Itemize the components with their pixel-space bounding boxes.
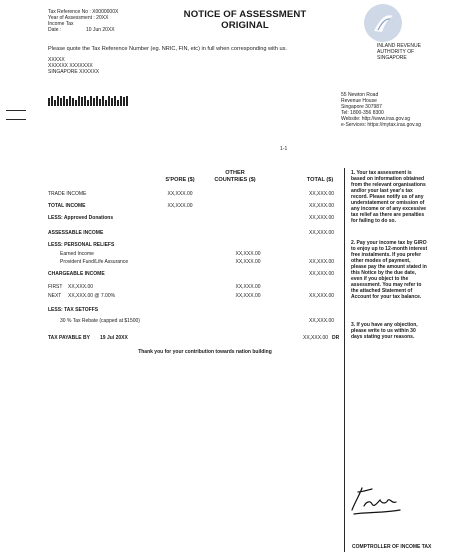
first-band-other: XX,XXX.00 — [235, 284, 261, 290]
provident-fund-other: XX,XXX.00 — [235, 259, 261, 265]
note-2-line: even if you object to the — [351, 276, 409, 282]
address-line-3: SINGAPORE XXXXXX — [48, 69, 100, 75]
next-band-other: XX,XXX.00 — [235, 293, 261, 299]
trade-income-total: XX,XXX.00 — [308, 191, 334, 197]
first-band-amount: XX,XXX.00 — [68, 284, 94, 290]
note-2-line: free instalments. If you prefer — [351, 252, 422, 258]
tax-payable-label: TAX PAYABLE BY — [48, 335, 90, 341]
notice-title: NOTICE OF ASSESSMENT — [183, 9, 307, 20]
first-band-label: FIRST — [48, 284, 63, 290]
approved-donations-total: XX,XXX.00 — [308, 215, 334, 221]
note-2 — [351, 240, 427, 300]
approved-donations-label: LESS: Approved Donations — [48, 215, 114, 221]
address-line-1: XXXXX — [48, 57, 65, 63]
date-value: 10 Jun 20XX — [86, 27, 115, 33]
column-header-total: TOTAL ($) — [306, 177, 334, 183]
personal-reliefs-label: LESS: PERSONAL RELIEFS — [48, 242, 115, 248]
note-1-line: record. Please notify us of any — [351, 194, 424, 200]
total-income-label: TOTAL INCOME — [48, 203, 86, 209]
note-1-line: understatement or omission of — [351, 200, 425, 206]
thank-you-note: Thank you for your contribution towards nation building — [138, 349, 272, 355]
iras-logo-icon — [364, 4, 402, 42]
fold-mark-bottom — [6, 119, 26, 120]
earned-income-label: Earned Income — [60, 251, 94, 257]
iras-address-line-2: Revenue House — [341, 98, 377, 104]
note-3-line: 3. If you have any objection, — [351, 322, 418, 328]
note-3-line: please write to us within 30 — [351, 328, 416, 334]
column-header-other-2: COUNTRIES ($) — [214, 177, 256, 183]
assessable-income-total: XX,XXX.00 — [308, 230, 334, 236]
notice-subtitle: ORIGINAL — [221, 20, 269, 31]
note-1-line: any income or of any excessive — [351, 206, 427, 212]
tax-setoffs-label: LESS: TAX SETOFFS — [48, 307, 99, 313]
note-1-line: for failing to do so. — [351, 218, 396, 224]
assessable-income-label: ASSESSABLE INCOME — [48, 230, 104, 236]
iras-address-line-1: 55 Newton Road — [341, 92, 379, 98]
address-line-2: XXXXXX XXXXXXX — [48, 63, 93, 69]
iras-website: Website: http://www.iras.gov.sg — [341, 116, 411, 122]
iras-eservices: e-Services: https://mytax.iras.gov.sg — [341, 122, 421, 128]
authority-line-1: INLAND REVENUE — [377, 43, 421, 49]
next-band-total: XX,XXX.00 — [308, 293, 334, 299]
note-1 — [351, 170, 426, 224]
note-1-line: and/or your last year's tax — [351, 188, 413, 194]
iras-address-line-4: Tel: 1800-356 8300 — [341, 110, 384, 116]
note-1-line: tax relief as there are penalties — [351, 212, 425, 218]
provident-fund-total: XX,XXX.00 — [308, 259, 334, 265]
tax-payable-date: 19 Jul 20XX — [100, 335, 128, 341]
total-income-total: XX,XXX.00 — [308, 203, 334, 209]
date-label: Date : — [48, 27, 62, 33]
note-2-line: 2. Pay your income tax by GIRO — [351, 240, 427, 246]
page-mark: 1-1 — [280, 146, 288, 152]
authority-line-3: SINGAPORE — [377, 55, 407, 61]
note-2-line: this Notice by the due date, — [351, 270, 417, 276]
next-band-label: NEXT — [48, 293, 62, 299]
chargeable-income-label: CHARGEABLE INCOME — [48, 271, 105, 277]
note-2-line: please pay the amount stated in — [351, 264, 427, 270]
chargeable-income-total: XX,XXX.00 — [308, 271, 334, 277]
quote-note: Please quote the Tax Reference Number (eg. NRIC, FIN, etc) in full when corresponding with us. — [48, 46, 287, 52]
note-2-line: other modes of payment, — [351, 258, 411, 264]
note-3-line: days stating your reasons. — [351, 334, 415, 340]
tax-rebate-label: 30 % Tax Rebate (capped at $1500) — [60, 318, 140, 324]
comptroller-title: COMPTROLLER OF INCOME TAX — [352, 544, 432, 550]
trade-income-spore: XX,XXX.00 — [167, 191, 193, 197]
tax-rebate-total: XX,XXX.00 — [308, 318, 334, 324]
tax-reference-line: Tax Reference No : X0000000X — [48, 9, 119, 15]
signature-icon — [348, 480, 412, 525]
note-2-line: assessment. You may refer to — [351, 282, 422, 288]
fold-mark-top — [6, 110, 26, 111]
column-header-other-1: OTHER — [225, 170, 245, 176]
authority-line-2: AUTHORITY OF — [377, 49, 415, 55]
notes-column-divider — [344, 168, 345, 552]
income-tax-label: Income Tax — [48, 21, 74, 27]
tax-payable-total: XX,XXX.00 — [302, 335, 328, 341]
barcode-icon — [48, 96, 128, 106]
note-1-line: 1. Your tax assessment is — [351, 170, 412, 176]
note-2-line: to enjoy up to 12-month interest — [351, 246, 428, 252]
iras-address-line-3: Singapore 307987 — [341, 104, 382, 110]
earned-income-other: XX,XXX.00 — [235, 251, 261, 257]
note-2-line: Account for your tax balance. — [351, 294, 422, 300]
column-header-spore: S'PORE ($) — [165, 177, 195, 183]
note-3 — [351, 322, 418, 340]
provident-fund-label: Provident Fund/Life Assurance — [60, 259, 129, 265]
note-1-line: from the relevant organisations — [351, 182, 426, 188]
note-2-line: the attached Statement of — [351, 288, 413, 294]
note-1-line: based on information obtained — [351, 176, 425, 182]
total-income-spore: XX,XXX.00 — [167, 203, 193, 209]
next-band-amount: XX,XXX.00 @ 7.00% — [68, 293, 116, 299]
year-of-assessment-line: Year of Assessment : 20XX — [48, 15, 109, 21]
trade-income-label: TRADE INCOME — [48, 191, 87, 197]
tax-payable-dr: DR — [332, 335, 340, 341]
